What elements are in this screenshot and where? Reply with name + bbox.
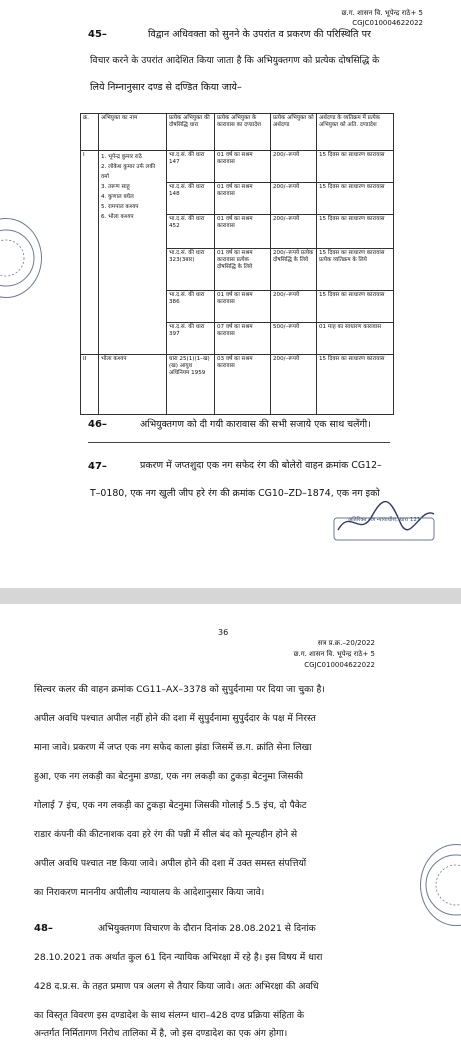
case-header-number: सत्र प्र.क्र.–20/2022 (317, 639, 375, 647)
accused-name: भोला कश्यप (99, 355, 167, 415)
court-seal-stamp (0, 218, 42, 298)
signature-caption: अतिरिक्त सत्र न्यायाधीश, धारा 121 (348, 517, 421, 523)
cell-section: धारा 25(1)(1–ख)(ख) आयुध अधिनियम 1959 (167, 355, 215, 415)
para-48-line-5: अन्तर्गत निर्मितागण निरोध तालिका में है, जो इस दण्डादेश का एक अंग होगा। (34, 1028, 288, 1039)
cell-section: भा.द.सं. की धारा 147 (167, 151, 215, 183)
accused-name: 6. भोला कश्यप (101, 214, 134, 220)
table-row (81, 355, 394, 415)
col-header-name: अभियुक्त का नाम (99, 114, 167, 151)
separator-line (88, 442, 390, 443)
accused-name: 1. भूपेन्द्र कुमार राठे (101, 154, 142, 160)
group-1-sno: I (81, 151, 99, 355)
cell-default: 01 माह का साधारण कारावास (317, 323, 394, 355)
case-header-parties: छ.ग. शासन वि. भूपेन्द्र राठे+ 5 (341, 9, 423, 17)
cell-fine: 200/–रूपये (271, 151, 317, 183)
para-45-line-1: विद्वान अधिवक्ता को सुनने के उपरांत व प्रकरण की परिस्थिति पर (148, 29, 371, 40)
col-header-fine: प्रत्येक अभियुक्त को अर्थदण्ड (271, 114, 317, 151)
cell-jail: 07 वर्ष का सश्रम कारावास (215, 323, 271, 355)
cell-fine: 200/–रूपये (271, 355, 317, 415)
case-header-cnr: CGJC010004622022 (352, 19, 423, 27)
cont-line-7: अपील अवधि पश्चात नष्ट किया जावे। अपील होने की दशा में उक्त समस्त संपत्तियों (34, 858, 307, 869)
document-page-2 (0, 604, 461, 1039)
cell-jail: 03 वर्ष का सश्रम कारावास (215, 355, 271, 415)
cell-fine: 200/–रूपये (271, 183, 317, 215)
cont-line-4: हुआ, एक नग लकड़ी का बेटनुमा डण्डा, एक नग लकड़ी का टुकड़ा बेटनुमा जिसकी (34, 771, 304, 782)
para-48-line-1: अभियुक्तगण विचारण के दौरान दिनांक 28.08.2021 से दिनांक (98, 923, 316, 934)
cell-section: भा.द.सं. की धारा 323(3बार) (167, 249, 215, 291)
cell-default: 15 दिवस का साधारण कारावास प्रत्येक व्यतिक्रम के लिये (317, 249, 394, 291)
cont-line-2: अपील अवधि पश्चात अपील नहीं होने की दशा में सुपुर्दनामा सुपुर्ददार के पक्ष में निरस्त (34, 713, 316, 724)
table-row (81, 151, 394, 183)
para-47-number: 47– (88, 461, 107, 472)
col-header-section: प्रत्येक अभियुक्त की दोषसिद्धि धारा (167, 114, 215, 151)
col-header-sno: क्र. (81, 114, 99, 151)
cell-fine: 500/–रूपये (271, 323, 317, 355)
cell-fine: 200/–रूपये (271, 291, 317, 323)
cell-default: 15 दिवस का साधारण कारावास (317, 291, 394, 323)
case-header-parties: छ.ग. शासन वि. भूपेन्द्र राठे+ 5 (293, 650, 375, 658)
cell-jail: 01 वर्ष का सश्रम कारावास (215, 291, 271, 323)
cell-fine: 200/–रूपये (271, 215, 317, 249)
para-48-line-2: 28.10.2021 तक अर्थात कुल 61 दिन न्यायिक अभिरक्षा में रहे है। इस विषय में धारा (34, 952, 323, 963)
accused-name: 4. कुणाल बघेल (101, 194, 134, 200)
cell-default: 15 दिवस का साधारण कारावास (317, 183, 394, 215)
cell-jail: 01 वर्ष का सश्रम कारावास (215, 183, 271, 215)
cont-line-6: राडार कंपनी की कीटनाशक दवा हरे रंग की पन्नी में सील बंद को मूल्यहीन होने से (34, 829, 298, 840)
col-header-default: अर्थदण्ड के व्यतिक्रम में प्रत्येक अभियुक्त को अति. दण्डादेश (317, 114, 394, 151)
cell-default: 15 दिवस का साधारण कारावास (317, 355, 394, 415)
para-48-line-4: का विस्तृत विवरण इस दण्डादेश के साथ संलग्न धारा–428 दण्ड प्रक्रिया संहिता के (34, 1010, 305, 1021)
para-47-line-1: प्रकरण में जप्तशुदा एक नग सफेद रंग की बोलेरो वाहन क्रमांक CG12– (140, 460, 382, 471)
para-47-line-2: T–0180, एक नग खुली जीप हरे रंग की क्रमांक CG10–ZD–1874, एक नग इको (90, 488, 380, 499)
para-45-line-2: विचार करने के उपरांत आदेशित किया जाता है कि अभियुक्तगण को प्रत्येक दोषसिद्धि के (90, 55, 380, 66)
col-header-jail: प्रत्येक अभियुक्त के कारावास का दण्डादेश (215, 114, 271, 151)
cell-default: 15 दिवस का साधारण कारावास (317, 215, 394, 249)
accused-name: 2. लोकेश कुमार उर्फ लकी वर्मा (101, 164, 156, 180)
court-seal-stamp (420, 844, 461, 926)
page-number: 36 (218, 628, 229, 637)
cont-line-8: का निराकरण माननीय अपीलीय न्यायालय के आदेशानुसार किया जावे। (34, 887, 265, 898)
page-gap (0, 588, 461, 604)
para-45-line-3: लिये निम्नानुसार दण्ड से दण्डित किया जाये– (90, 82, 242, 93)
seal-icon (0, 219, 41, 297)
cell-section: भा.द.सं. की धारा 148 (167, 183, 215, 215)
para-48-number: 48– (34, 923, 53, 934)
cell-jail: 01 वर्ष का सश्रम कारावास प्रत्येक दोषसिद्धि के लिये (215, 249, 271, 291)
cell-section: भा.द.सं. की धारा 452 (167, 215, 215, 249)
para-45-number: 45– (88, 29, 107, 40)
group-1-names (99, 151, 167, 355)
para-46-number: 46– (88, 419, 107, 430)
seal-icon (421, 845, 461, 925)
cell-section: भा.द.सं. की धारा 386 (167, 291, 215, 323)
cont-line-3: माना जावे। प्रकरण में जप्त एक नग सफेद काला झंडा जिसमें छ.ग. क्रांति सेना लिखा (34, 742, 312, 753)
accused-name: 5. रामपाल कश्यप (101, 204, 139, 210)
para-48-line-3: 428 द.प्र.स. के तहत प्रमाण पत्र अलग से तैयार किया जावे। अतः अभिरक्षा की अवधि (34, 981, 319, 992)
group-2-sno: II (81, 355, 99, 415)
para-46-text: अभियुक्तगण को दी गयी कारावास की सभी सजाये एक साथ चलेंगी। (140, 419, 371, 430)
accused-name: 3. तरूण साहू (101, 184, 130, 190)
sentence-table (80, 113, 394, 415)
table-header-row (81, 114, 394, 151)
cont-line-5: गोलाई 7 इंच, एक नग लकड़ी का टुकड़ा बेटनुमा जिसकी गोलाई 5.5 इंच, दो पैकेट (34, 800, 307, 811)
cont-line-1: सिल्वर कलर की वाहन क्रमांक CG11–AX–3378 को सुपुर्दनामा पर दिया जा चुका है। (34, 684, 325, 695)
cell-default: 15 दिवस का साधारण कारावास (317, 151, 394, 183)
case-header-cnr: CGJC010004622022 (304, 661, 375, 669)
cell-fine: 200/–रूपये प्रत्येक दोषसिद्धि के लिये (271, 249, 317, 291)
cell-jail: 01 वर्ष का सश्रम कारावास (215, 151, 271, 183)
cell-section: भा.द.सं. की धारा 397 (167, 323, 215, 355)
cell-jail: 01 वर्ष का सश्रम कारावास (215, 215, 271, 249)
